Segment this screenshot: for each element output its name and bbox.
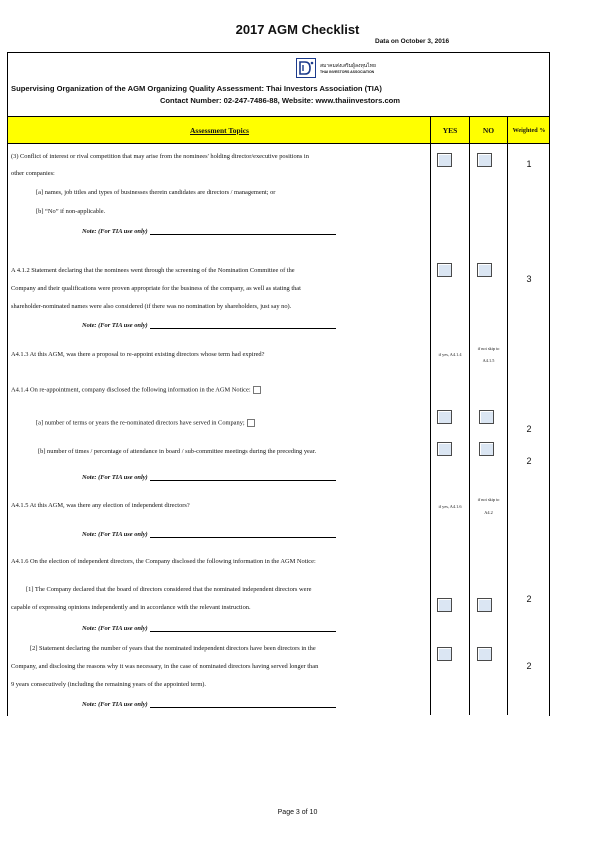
tia-note-label: Note: (For TIA use only) [82, 474, 148, 481]
weight-value: 1 [526, 159, 532, 169]
topic-text: A 4.1.2 Statement declaring that the nominees went through the screening of the Nomination Committee of the [11, 267, 295, 274]
tia-note [82, 474, 336, 481]
tia-note-label: Note: (For TIA use only) [82, 322, 148, 329]
page-number: Page 3 of 10 [277, 809, 318, 816]
yes-checkbox[interactable] [437, 263, 452, 277]
topic-text: A4.1.6 On the election of independent directors, the Company disclosed the following information in the AGM Notice: [11, 558, 316, 565]
weight-value: 2 [526, 661, 532, 671]
tia-note [82, 228, 336, 235]
weight-value: 3 [526, 274, 532, 284]
tia-note-field[interactable] [150, 228, 336, 235]
topic-text-label: A4.1.4 On re-appointment, company disclosed the following information in the AGM Notice: [11, 386, 251, 394]
topic-text: capable of expressing opinions independently and in accordance with the relevant instruction. [11, 604, 251, 611]
column-divider [469, 117, 470, 715]
topic-text: [1] The Company declared that the board of directors considered that the nominated independent directors were [26, 586, 312, 593]
weight-value: 2 [526, 594, 532, 604]
column-header-topics: Assessment Topics [190, 125, 249, 135]
topic-text-label: [a] number of terms or years the re-nominated directors have served in Company; [36, 419, 245, 427]
tia-note [82, 625, 336, 632]
no-checkbox[interactable] [479, 442, 494, 456]
tia-note-field[interactable] [150, 625, 336, 632]
column-divider [507, 117, 508, 715]
no-instruction: if not skip to [477, 346, 500, 351]
yes-checkbox[interactable] [437, 153, 452, 167]
contact-line: Contact Number: 02-247-7486-88, Website: www.thaiinvestors.com [159, 96, 401, 105]
no-checkbox[interactable] [477, 153, 492, 167]
topic-text: A4.1.5 At this AGM, was there any election of independent directors? [11, 502, 190, 509]
no-checkbox[interactable] [477, 647, 492, 661]
topic-text: [a] names, job titles and types of businesses therein candidates are directors / management; or [36, 189, 276, 196]
tia-note-label: Note: (For TIA use only) [82, 228, 148, 235]
column-header-no: NO [482, 125, 495, 135]
column-header-yes: YES [442, 125, 458, 135]
topic-text: Company and their qualifications were proven appropriate for the business of the company, as well as stating that [11, 285, 301, 292]
tia-note-field[interactable] [150, 531, 336, 538]
yes-checkbox[interactable] [437, 598, 452, 612]
topic-text: 9 years consecutively (including the remaining years of the appointed term). [11, 681, 207, 688]
tia-note-label: Note: (For TIA use only) [82, 531, 148, 538]
yes-instruction: if yes, A4.1.4 [438, 352, 462, 357]
page-title: 2017 AGM Checklist [235, 22, 360, 37]
topic-text: [b] number of times / percentage of attendance in board / sub-committee meetings during the preceding year. [38, 448, 317, 455]
data-date: Data on October 3, 2016 [375, 38, 450, 45]
no-checkbox[interactable] [479, 410, 494, 424]
yes-checkbox[interactable] [437, 442, 452, 456]
tia-note [82, 531, 336, 538]
tia-note-label: Note: (For TIA use only) [82, 625, 148, 632]
column-header-weighted: Weighted % [512, 126, 546, 134]
topic-text: (3) Conflict of interest or rival competition that may arise from the nominees' holding director/executive positions in [11, 153, 309, 160]
logo-english-text: THAI INVESTORS ASSOCIATION [320, 70, 375, 74]
yes-instruction: if yes, A4.1.6 [438, 504, 462, 509]
column-divider [430, 117, 431, 715]
no-instruction: A4.2 [484, 510, 493, 515]
tia-note-label: Note: (For TIA use only) [82, 701, 148, 708]
small-box-icon [247, 419, 255, 427]
yes-checkbox[interactable] [437, 647, 452, 661]
organization-line: Supervising Organization of the AGM Organizing Quality Assessment: Thai Investors Association (TIA) [11, 84, 382, 93]
tia-note-field[interactable] [150, 701, 336, 708]
no-checkbox[interactable] [477, 263, 492, 277]
topic-text: Company, and disclosing the reasons why it was necessary, in the case of nominated directors having served longer than [11, 663, 319, 670]
weight-value: 2 [526, 456, 532, 466]
no-instruction: A4.1.5 [482, 358, 495, 363]
topic-text: shareholder-nominated names were also considered (if there was no nomination by shareholders, just say no). [11, 303, 292, 310]
yes-checkbox[interactable] [437, 410, 452, 424]
topic-text [36, 419, 255, 427]
weight-value: 2 [526, 424, 532, 434]
tia-logo-icon [296, 58, 316, 78]
tia-note-field[interactable] [150, 322, 336, 329]
no-instruction: if not skip to [477, 497, 500, 502]
topic-text: other companies: [11, 170, 55, 177]
small-box-icon [253, 386, 261, 394]
topic-text: [2] Statement declaring the number of years that the nominated independent directors have been directors in the [30, 645, 316, 652]
topic-text: [b] “No” if non-applicable. [36, 208, 106, 215]
tia-note [82, 701, 336, 708]
tia-note-field[interactable] [150, 474, 336, 481]
no-checkbox[interactable] [477, 598, 492, 612]
topic-text [11, 386, 261, 394]
logo-thai-text: สมาคมส่งเสริมผู้ลงทุนไทย [320, 63, 376, 69]
topic-text: A4.1.3 At this AGM, was there a proposal to re-appoint existing directors whose term had expired? [11, 351, 265, 358]
tia-note [82, 322, 336, 329]
